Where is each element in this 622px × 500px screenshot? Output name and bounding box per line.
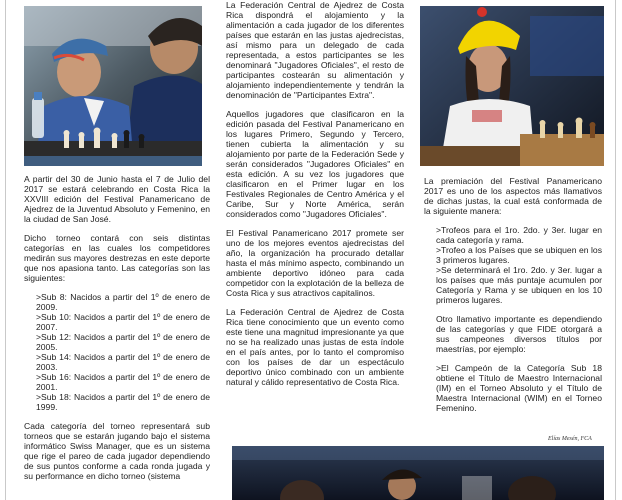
lodging-paragraph: La Federación Central de Ajedrez de Costa Rica dispondrá el alojamiento y la alimentación a cada jugador de los diferentes países que estarán en las justas ajedrecistas, así mismo para un delegado de cada representada, a estos participantes se les denominará "Jugadores Oficiales", el resto de participantes costearán su alimentación y alojamiento independientemente y tendrán la denominación de "Participantes Extra". xyxy=(226,0,404,100)
photo-young-chess-player xyxy=(24,6,202,166)
sub18-title-paragraph: >El Campeón de la Categoría Sub 18 obtiene el Título de Maestro Internacional (IM) en el Torneo Absoluto y el Título de Maestra Internacional (WIM) en el Torneo Femenino. xyxy=(436,363,602,413)
award-item: >Trofeo a los Países que se ubiquen en los 3 primeros lugares. xyxy=(436,245,602,265)
categories-list xyxy=(24,292,210,412)
category-item: >Sub 18: Nacidos a partir del 1º de enero de 1999. xyxy=(36,392,210,412)
intro-paragraph: A partir del 30 de Junio hasta el 7 de Julio del 2017 se estará celebrando en Costa Rica la XXVIII edición del Festival Panamericano de Ajedrez de la Juventud Absoluto y Femenino, en la ciudad de San José. xyxy=(24,174,210,224)
qualified-players-paragraph: Aquellos jugadores que clasificaron en la edición pasada del Festival Panamericano en los lugares Primero, Segundo y Tercero, tienen cubierta la alimentación y su alojamiento por parte de la Federación Sede y serán considerados "Jugadores Oficiales" en esta edición. A su vez los jugadores que clasificaron en el Primer lugar en los Festivales Regionales de Centro América y el Caribe, Sur y Norte América, serán considerados como "Jugadores Oficiales". xyxy=(226,109,404,219)
right-text-column xyxy=(424,176,602,422)
middle-text-column xyxy=(226,0,404,396)
festival-promise-paragraph: El Festival Panamericano 2017 promete ser uno de los mejores eventos ajedrecistas del año, la organización ha procurado detallar hasta el más mínimo aspecto, combinando un ambiente deportivo idóneo para cada competidor con la explotación de la belleza de Costa Rica y sus atractivos capitalinos. xyxy=(226,228,404,298)
awards-list xyxy=(424,225,602,305)
left-text-column xyxy=(24,174,210,490)
awards-intro-paragraph: La premiación del Festival Panamericano 2017 es uno de los aspectos más llamativos de dichas justas, la cual está conformada de la siguiente manera: xyxy=(424,176,602,216)
category-item: >Sub 12: Nacidos a partir del 1º de enero de 2005. xyxy=(36,332,210,352)
federation-commitment-paragraph: La Federación Central de Ajedrez de Costa Rica tiene conocimiento que un evento como este tiene una magnitud impresionante ya que no se ha realizado unas justas de esta índole en el país antes, por lo tanto el compromiso con los países de dar un espectáculo deportivo único combinado con un ambiente natural y cálido representativo de Costa Rica. xyxy=(226,307,404,387)
photo-credit: Elías Mesén, FCA xyxy=(548,436,592,442)
award-item: >Se determinará el 1ro. 2do. y 3er. lugar a los países que más puntaje acumulen por Categoría y Rama y se ubiquen en los 10 primeros lugares. xyxy=(436,265,602,305)
photo-tournament-hall xyxy=(232,446,604,500)
system-paragraph: Cada categoría del torneo representará sub torneos que se estarán jugando bajo el sistema informático Swiss Manager, que es un sistema que rige el pareo de cada jugador dependiendo de sus puntos conforme a cada ronda jugada y su performance en dicho torneo (sistema xyxy=(24,421,210,481)
photo-girl-chess-player xyxy=(420,6,604,166)
categories-intro-paragraph: Dicho torneo contará con seis distintas categorías en las cuales los competidores medirán sus mayores destrezas en este deporte que nos apasiona tanto. Las categorías son las siguientes: xyxy=(24,233,210,283)
titles-paragraph: Otro llamativo importante es dependiendo de las categorías y que FIDE otorgará a sus campeones diversos títulos por maestrías, por ejemplo: xyxy=(436,314,602,354)
category-item: >Sub 8: Nacidos a partir del 1º de enero de 2009. xyxy=(36,292,210,312)
category-item: >Sub 16: Nacidos a partir del 1º de enero de 2001. xyxy=(36,372,210,392)
category-item: >Sub 10: Nacidos a partir del 1º de enero de 2007. xyxy=(36,312,210,332)
category-item: >Sub 14: Nacidos a partir del 1º de enero de 2003. xyxy=(36,352,210,372)
award-item: >Trofeos para el 1ro. 2do. y 3er. lugar en cada categoría y rama. xyxy=(436,225,602,245)
